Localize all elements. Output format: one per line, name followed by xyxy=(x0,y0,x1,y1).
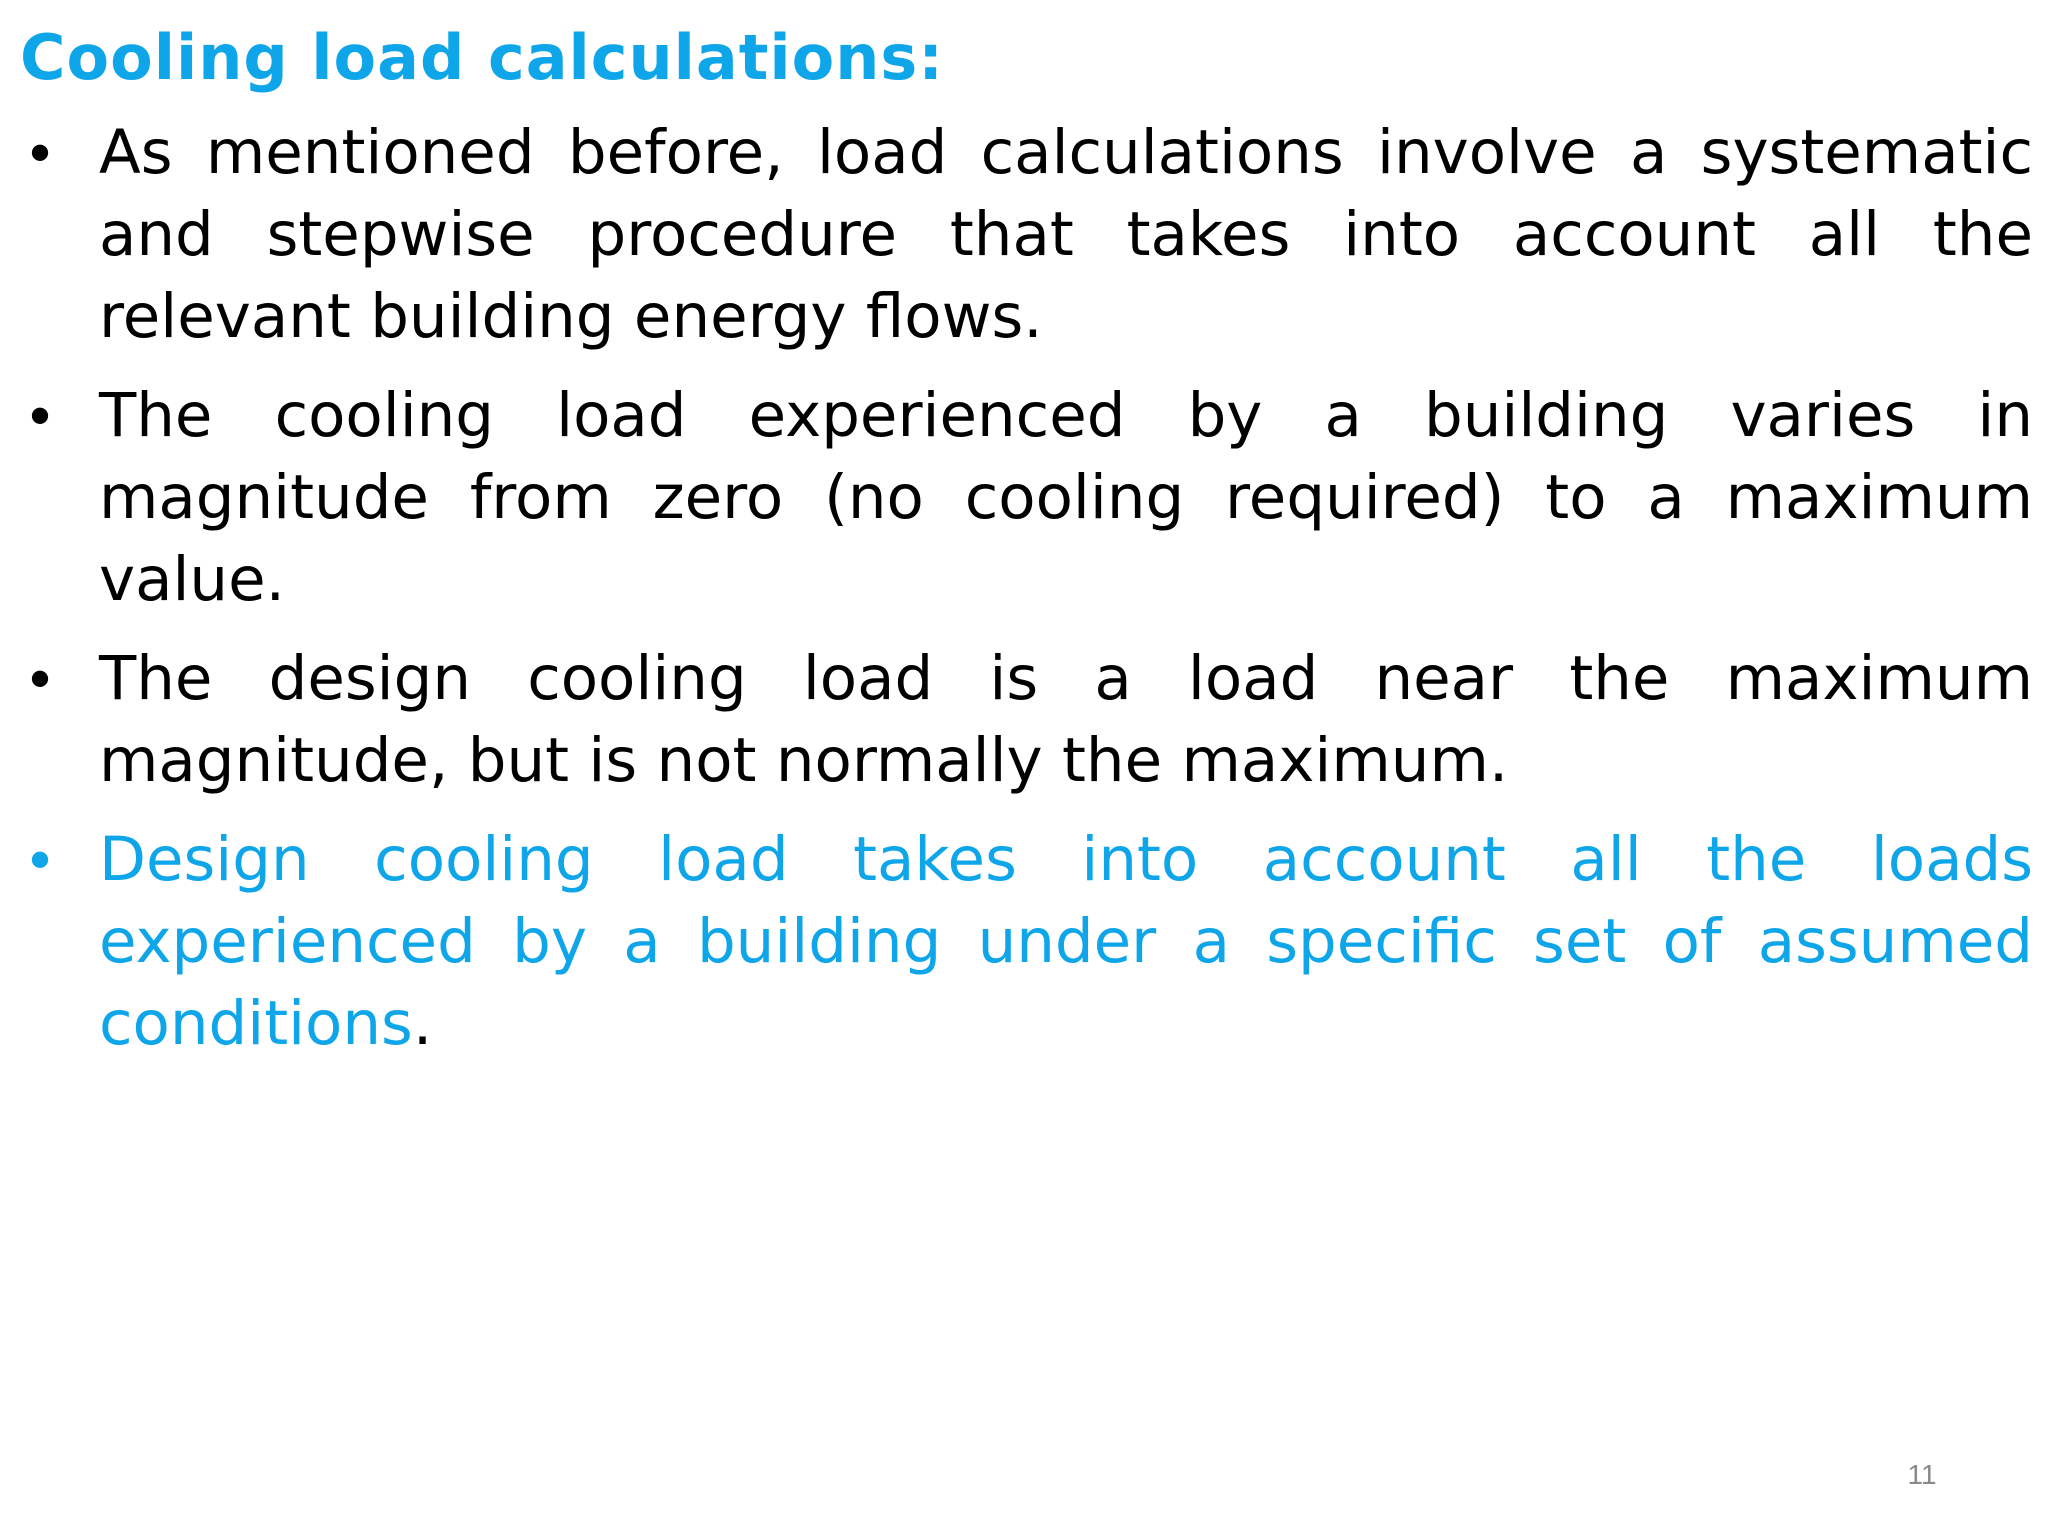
bullet-text-body: The cooling load experienced by a building varies in magnitude from zero (no cooling required) to a maximum value. xyxy=(99,380,2033,615)
bullet-marker: • xyxy=(29,645,51,712)
bullet-item-systematic-procedure xyxy=(0,112,2048,358)
bullet-text xyxy=(99,638,2033,802)
bullet-text xyxy=(99,819,2033,1065)
bullet-text-body: Design cooling load takes into account all the loads experienced by a building under a specific set of assumed conditions xyxy=(99,824,2033,1059)
bullet-text-body: The design cooling load is a load near the maximum magnitude, but is not normally the maximum. xyxy=(99,643,2033,796)
slide-title: Cooling load calculations: xyxy=(20,21,945,94)
bullet-item-design-load-definition xyxy=(0,638,2048,802)
bullet-item-design-load-conditions xyxy=(0,819,2048,1065)
bullet-marker: • xyxy=(29,119,51,186)
bullet-marker: • xyxy=(29,382,51,449)
bullet-list xyxy=(0,112,2048,1082)
bullet-text-trailing: . xyxy=(412,988,433,1059)
bullet-text xyxy=(99,112,2033,358)
page-number: 11 xyxy=(1907,1459,1937,1490)
bullet-text-body: As mentioned before, load calculations involve a systematic and stepwise procedure that takes into account all the relevant building energy flows. xyxy=(99,117,2033,352)
bullet-item-load-magnitude xyxy=(0,375,2048,621)
bullet-text xyxy=(99,375,2033,621)
bullet-marker: • xyxy=(29,826,51,893)
